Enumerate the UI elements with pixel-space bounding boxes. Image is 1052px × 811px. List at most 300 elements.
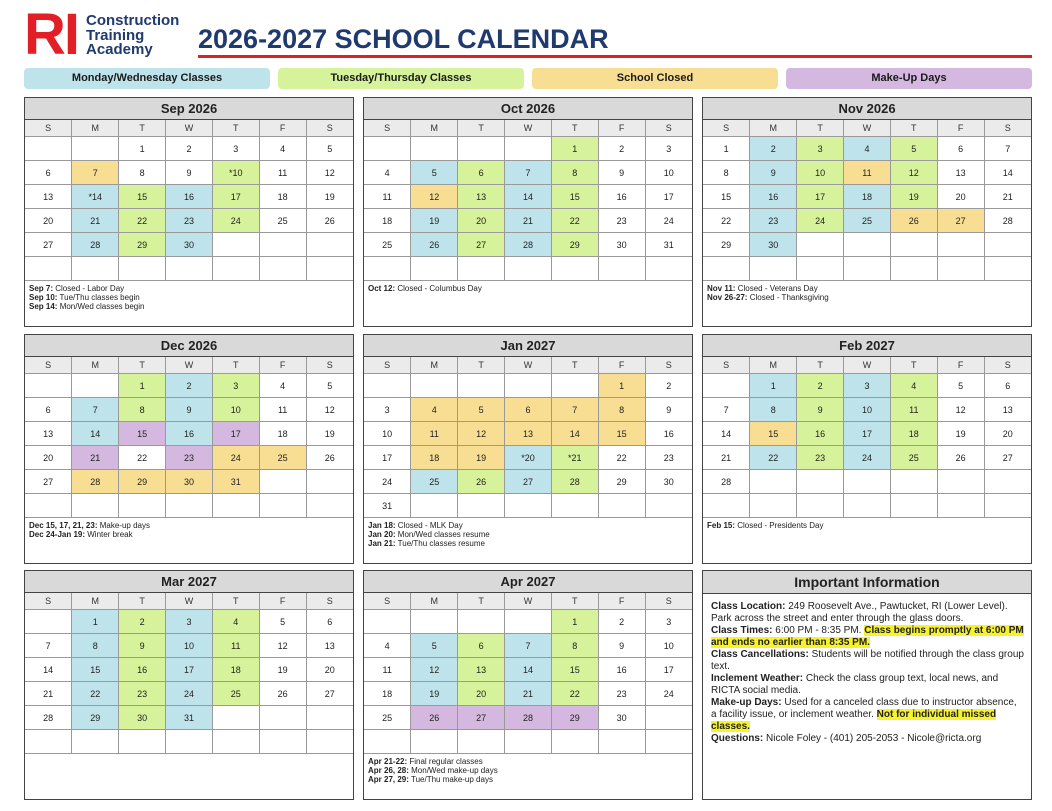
note-line — [29, 284, 349, 293]
day-cell: 31 — [212, 470, 259, 494]
day-cell: 8 — [750, 398, 797, 422]
weekday-header: F — [937, 120, 984, 137]
day-cell: 29 — [119, 470, 166, 494]
day-cell: 3 — [645, 137, 692, 161]
day-cell: 17 — [844, 422, 891, 446]
day-cell: 31 — [166, 706, 213, 730]
day-cell: 7 — [505, 161, 552, 185]
logo-text — [86, 14, 179, 58]
empty-day-cell — [364, 610, 411, 634]
day-cell: 21 — [505, 682, 552, 706]
day-cell: 22 — [750, 446, 797, 470]
note-text: Mon/Wed classes begin — [57, 302, 145, 311]
day-cell: 4 — [259, 374, 306, 398]
note-line — [368, 539, 688, 548]
day-cell: 31 — [645, 233, 692, 257]
month-mar-2027 — [24, 570, 354, 800]
empty-day-cell — [505, 494, 552, 518]
day-cell: 23 — [598, 209, 645, 233]
empty-day-cell — [458, 730, 505, 754]
note-text: Make-up days — [97, 521, 150, 530]
empty-day-cell — [890, 470, 937, 494]
month-grid — [25, 593, 353, 754]
info-title: Important Information — [703, 571, 1031, 594]
note-date: Jan 20: — [368, 530, 396, 539]
note-line — [368, 775, 688, 784]
day-cell: 5 — [411, 634, 458, 658]
day-cell: 4 — [212, 610, 259, 634]
weekday-header: S — [703, 120, 750, 137]
month-title: Oct 2026 — [364, 98, 692, 120]
weekday-header: T — [212, 593, 259, 610]
day-cell: 16 — [598, 658, 645, 682]
weekday-header: S — [645, 593, 692, 610]
day-cell: 20 — [984, 422, 1031, 446]
weekday-header: T — [458, 593, 505, 610]
empty-day-cell — [306, 257, 353, 281]
day-cell: 9 — [645, 398, 692, 422]
day-cell: 24 — [212, 209, 259, 233]
day-cell: 24 — [844, 446, 891, 470]
day-cell: 8 — [72, 634, 119, 658]
empty-day-cell — [259, 257, 306, 281]
day-cell: 14 — [505, 185, 552, 209]
day-cell: 26 — [890, 209, 937, 233]
day-cell: 13 — [306, 634, 353, 658]
day-cell: 4 — [364, 161, 411, 185]
day-cell: 18 — [844, 185, 891, 209]
empty-day-cell — [411, 374, 458, 398]
empty-day-cell — [25, 610, 72, 634]
day-cell: 10 — [364, 422, 411, 446]
day-cell: 6 — [25, 398, 72, 422]
month-dec-2026 — [24, 334, 354, 564]
day-cell: 12 — [306, 161, 353, 185]
empty-day-cell — [306, 730, 353, 754]
empty-day-cell — [364, 137, 411, 161]
day-cell: 26 — [259, 682, 306, 706]
day-cell: 20 — [458, 209, 505, 233]
weekday-header: M — [750, 120, 797, 137]
day-cell: 9 — [119, 634, 166, 658]
weekday-header: T — [119, 593, 166, 610]
day-cell: 27 — [458, 233, 505, 257]
weekday-header: T — [212, 120, 259, 137]
day-cell: 9 — [797, 398, 844, 422]
day-cell: 23 — [750, 209, 797, 233]
weekday-header: W — [505, 120, 552, 137]
month-grid — [703, 357, 1031, 518]
day-cell: 15 — [72, 658, 119, 682]
weekday-header: T — [212, 357, 259, 374]
day-cell: 6 — [937, 137, 984, 161]
day-cell: 1 — [703, 137, 750, 161]
note-line — [368, 521, 688, 530]
weekday-header: S — [645, 357, 692, 374]
weekday-header: T — [797, 357, 844, 374]
day-cell: 30 — [645, 470, 692, 494]
day-cell: 18 — [259, 185, 306, 209]
info-location — [711, 601, 1025, 625]
day-cell: 7 — [703, 398, 750, 422]
day-cell: 18 — [890, 422, 937, 446]
day-cell: 25 — [259, 446, 306, 470]
month-nov-2026 — [702, 97, 1032, 327]
empty-day-cell — [844, 494, 891, 518]
day-cell: 27 — [458, 706, 505, 730]
note-line — [368, 530, 688, 539]
day-cell: 11 — [364, 185, 411, 209]
note-text: Closed - Columbus Day — [395, 284, 482, 293]
empty-day-cell — [703, 494, 750, 518]
day-cell: 9 — [598, 161, 645, 185]
day-cell: 28 — [703, 470, 750, 494]
day-cell: 30 — [166, 470, 213, 494]
day-cell: 30 — [598, 706, 645, 730]
day-cell: 16 — [166, 422, 213, 446]
info-questions-text: Nicole Foley - (401) 205-2053 - Nicole@ricta.org — [763, 733, 982, 744]
month-grid — [364, 593, 692, 754]
day-cell: 9 — [166, 161, 213, 185]
day-cell: 17 — [645, 185, 692, 209]
month-title: Nov 2026 — [703, 98, 1031, 120]
empty-day-cell — [72, 730, 119, 754]
day-cell: 25 — [364, 706, 411, 730]
day-cell: 7 — [551, 398, 598, 422]
empty-day-cell — [984, 257, 1031, 281]
day-cell: 20 — [25, 209, 72, 233]
empty-day-cell — [458, 137, 505, 161]
info-weather — [711, 673, 1025, 697]
day-cell: 5 — [259, 610, 306, 634]
month-title: Sep 2026 — [25, 98, 353, 120]
day-cell: 11 — [411, 422, 458, 446]
note-line — [707, 521, 1027, 530]
empty-day-cell — [458, 257, 505, 281]
weekday-header: M — [411, 120, 458, 137]
day-cell: 15 — [119, 422, 166, 446]
day-cell: 8 — [119, 161, 166, 185]
day-cell: 30 — [750, 233, 797, 257]
day-cell: 13 — [458, 185, 505, 209]
note-text: Closed - MLK Day — [395, 521, 463, 530]
day-cell: 18 — [364, 209, 411, 233]
info-times-text: 6:00 PM - 8:35 PM. — [772, 625, 865, 636]
day-cell: 18 — [212, 658, 259, 682]
day-cell: 10 — [797, 161, 844, 185]
empty-day-cell — [937, 494, 984, 518]
weekday-header: T — [119, 120, 166, 137]
day-cell: 14 — [551, 422, 598, 446]
empty-day-cell — [259, 470, 306, 494]
weekday-header: M — [411, 357, 458, 374]
day-cell: 27 — [984, 446, 1031, 470]
empty-day-cell — [364, 730, 411, 754]
note-text: Mon/Wed classes resume — [395, 530, 490, 539]
legend-school-closed: School Closed — [532, 68, 778, 89]
note-date: Dec 15, 17, 21, 23: — [29, 521, 98, 530]
empty-day-cell — [750, 470, 797, 494]
weekday-header: S — [25, 120, 72, 137]
day-cell: 17 — [645, 658, 692, 682]
logo-line: Training — [86, 26, 145, 44]
day-cell: 23 — [645, 446, 692, 470]
weekday-header: S — [25, 357, 72, 374]
day-cell: 5 — [411, 161, 458, 185]
empty-day-cell — [259, 494, 306, 518]
day-cell: 20 — [306, 658, 353, 682]
empty-day-cell — [645, 730, 692, 754]
weekday-header: T — [797, 120, 844, 137]
day-cell: 29 — [72, 706, 119, 730]
day-cell: 16 — [166, 185, 213, 209]
empty-day-cell — [505, 257, 552, 281]
info-times — [711, 625, 1025, 649]
day-cell: 8 — [551, 161, 598, 185]
day-cell: 10 — [166, 634, 213, 658]
month-sep-2026 — [24, 97, 354, 327]
day-cell: 21 — [25, 682, 72, 706]
empty-day-cell — [598, 494, 645, 518]
logo-mark: RI — [24, 2, 78, 67]
important-information-panel — [702, 570, 1032, 800]
empty-day-cell — [411, 137, 458, 161]
empty-day-cell — [25, 730, 72, 754]
weekday-header: W — [505, 357, 552, 374]
day-cell: 12 — [259, 634, 306, 658]
empty-day-cell — [306, 233, 353, 257]
note-text: Tue/Thu make-up days — [408, 775, 493, 784]
day-cell: 12 — [937, 398, 984, 422]
day-cell: 15 — [119, 185, 166, 209]
day-cell: 27 — [25, 233, 72, 257]
month-grid — [25, 357, 353, 518]
day-cell: 28 — [25, 706, 72, 730]
weekday-header: T — [551, 593, 598, 610]
month-title: Jan 2027 — [364, 335, 692, 357]
weekday-header: T — [458, 357, 505, 374]
day-cell: 15 — [703, 185, 750, 209]
day-cell: 29 — [551, 706, 598, 730]
day-cell: 5 — [306, 137, 353, 161]
day-cell: *10 — [212, 161, 259, 185]
empty-day-cell — [212, 706, 259, 730]
day-cell: 8 — [598, 398, 645, 422]
weekday-header: M — [411, 593, 458, 610]
empty-day-cell — [890, 494, 937, 518]
month-apr-2027 — [363, 570, 693, 800]
day-cell: 24 — [645, 209, 692, 233]
weekday-header: S — [645, 120, 692, 137]
day-cell: 30 — [166, 233, 213, 257]
day-cell: 6 — [505, 398, 552, 422]
weekday-header: F — [598, 120, 645, 137]
empty-day-cell — [598, 730, 645, 754]
day-cell: 26 — [306, 446, 353, 470]
day-cell: 5 — [937, 374, 984, 398]
day-cell: 6 — [458, 161, 505, 185]
empty-day-cell — [364, 374, 411, 398]
weekday-header: T — [890, 357, 937, 374]
note-line — [707, 284, 1027, 293]
weekday-header: F — [259, 120, 306, 137]
note-date: Sep 7: — [29, 284, 54, 293]
info-makeup-label: Make-up Days: — [711, 697, 782, 708]
day-cell: 13 — [25, 185, 72, 209]
empty-day-cell — [72, 257, 119, 281]
day-cell: 7 — [25, 634, 72, 658]
day-cell: 17 — [364, 446, 411, 470]
day-cell: 22 — [72, 682, 119, 706]
empty-day-cell — [937, 470, 984, 494]
day-cell: 4 — [890, 374, 937, 398]
day-cell: 17 — [797, 185, 844, 209]
day-cell: 28 — [505, 233, 552, 257]
empty-day-cell — [703, 374, 750, 398]
weekday-header: W — [166, 120, 213, 137]
day-cell: 7 — [984, 137, 1031, 161]
empty-day-cell — [166, 494, 213, 518]
empty-day-cell — [458, 374, 505, 398]
day-cell: 5 — [306, 374, 353, 398]
weekday-header: F — [937, 357, 984, 374]
empty-day-cell — [645, 706, 692, 730]
legend — [0, 68, 1052, 90]
weekday-header: M — [750, 357, 797, 374]
note-text: Closed - Thanksgiving — [747, 293, 829, 302]
day-cell: 19 — [259, 658, 306, 682]
day-cell: 24 — [166, 682, 213, 706]
day-cell: 21 — [703, 446, 750, 470]
empty-day-cell — [797, 494, 844, 518]
note-text: Winter break — [85, 530, 133, 539]
weekday-header: W — [166, 593, 213, 610]
day-cell: 28 — [984, 209, 1031, 233]
note-date: Oct 12: — [368, 284, 396, 293]
day-cell: 1 — [750, 374, 797, 398]
day-cell: 11 — [212, 634, 259, 658]
day-cell: 29 — [551, 233, 598, 257]
day-cell: 12 — [458, 422, 505, 446]
empty-day-cell — [890, 233, 937, 257]
info-location-text: 249 Roosevelt Ave., Pawtucket, RI (Lower Level). Park across the street and enter through the glass doors. — [711, 601, 1008, 624]
weekday-header: T — [458, 120, 505, 137]
weekday-header: W — [166, 357, 213, 374]
day-cell: 24 — [645, 682, 692, 706]
info-cancel-label: Class Cancellations: — [711, 649, 809, 660]
day-cell: 16 — [119, 658, 166, 682]
day-cell: 26 — [937, 446, 984, 470]
info-cancellations — [711, 649, 1025, 673]
day-cell: 3 — [212, 137, 259, 161]
day-cell: 24 — [212, 446, 259, 470]
month-notes — [707, 284, 1027, 302]
day-cell: 19 — [411, 209, 458, 233]
empty-day-cell — [119, 257, 166, 281]
weekday-header: W — [844, 120, 891, 137]
month-notes — [707, 521, 1027, 530]
day-cell: 26 — [411, 233, 458, 257]
day-cell: 17 — [166, 658, 213, 682]
day-cell: 16 — [750, 185, 797, 209]
day-cell: 22 — [119, 446, 166, 470]
day-cell: 28 — [72, 233, 119, 257]
weekday-header: M — [72, 120, 119, 137]
day-cell: 26 — [306, 209, 353, 233]
empty-day-cell — [306, 706, 353, 730]
empty-day-cell — [844, 257, 891, 281]
day-cell: 11 — [890, 398, 937, 422]
day-cell: 3 — [166, 610, 213, 634]
empty-day-cell — [458, 610, 505, 634]
page-title: 2026-2027 SCHOOL CALENDAR — [198, 24, 609, 54]
day-cell: 5 — [458, 398, 505, 422]
day-cell: 15 — [551, 185, 598, 209]
weekday-header: S — [364, 357, 411, 374]
note-date: Apr 26, 28: — [368, 766, 409, 775]
legend-tuesday-thursday: Tuesday/Thursday Classes — [278, 68, 524, 89]
month-title: Dec 2026 — [25, 335, 353, 357]
day-cell: 19 — [458, 446, 505, 470]
day-cell: 7 — [505, 634, 552, 658]
weekday-header: W — [505, 593, 552, 610]
empty-day-cell — [212, 730, 259, 754]
month-notes — [368, 521, 688, 548]
day-cell: 9 — [750, 161, 797, 185]
day-cell: 15 — [750, 422, 797, 446]
day-cell: 4 — [411, 398, 458, 422]
day-cell: 21 — [72, 209, 119, 233]
day-cell: *20 — [505, 446, 552, 470]
month-feb-2027 — [702, 334, 1032, 564]
day-cell: 2 — [119, 610, 166, 634]
day-cell: 25 — [890, 446, 937, 470]
day-cell: 18 — [259, 422, 306, 446]
note-date: Jan 18: — [368, 521, 396, 530]
day-cell: 28 — [551, 470, 598, 494]
month-grid — [25, 120, 353, 281]
day-cell: 20 — [25, 446, 72, 470]
month-grid — [364, 120, 692, 281]
weekday-header: T — [551, 120, 598, 137]
weekday-header: S — [364, 120, 411, 137]
day-cell: 10 — [645, 161, 692, 185]
empty-day-cell — [212, 257, 259, 281]
day-cell: 2 — [598, 610, 645, 634]
day-cell: 12 — [306, 398, 353, 422]
note-line — [368, 284, 688, 293]
day-cell: 14 — [25, 658, 72, 682]
weekday-header: T — [119, 357, 166, 374]
day-cell: 6 — [984, 374, 1031, 398]
empty-day-cell — [25, 494, 72, 518]
day-cell: 15 — [551, 658, 598, 682]
day-cell: *14 — [72, 185, 119, 209]
empty-day-cell — [984, 233, 1031, 257]
empty-day-cell — [411, 610, 458, 634]
day-cell: 10 — [645, 634, 692, 658]
day-cell: 13 — [458, 658, 505, 682]
empty-day-cell — [505, 137, 552, 161]
note-line — [368, 766, 688, 775]
day-cell: 27 — [505, 470, 552, 494]
note-date: Sep 14: — [29, 302, 58, 311]
day-cell: 7 — [72, 398, 119, 422]
day-cell: 11 — [259, 161, 306, 185]
note-line — [29, 293, 349, 302]
empty-day-cell — [119, 494, 166, 518]
month-title: Apr 2027 — [364, 571, 692, 593]
